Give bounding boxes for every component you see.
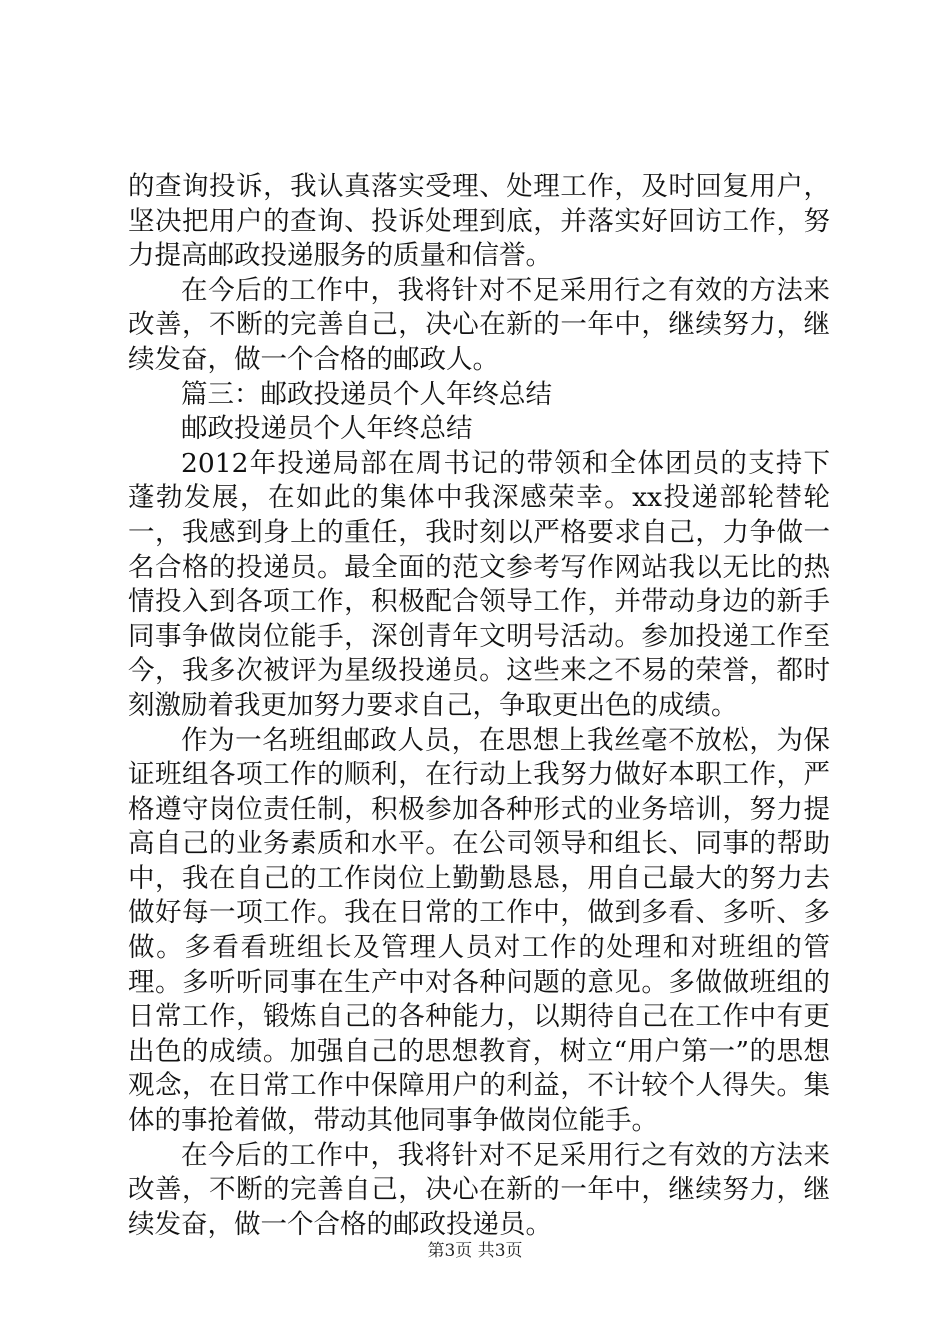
page-number-footer: 第3页 共3页: [427, 1241, 523, 1261]
paragraph-7: 在今后的工作中，我将针对不足采用行之有效的方法来改善，不断的完善自己，决心在新的一年中，继续努力，继续发奋，做一个合格的邮政投递员。: [128, 1139, 830, 1240]
paragraph-6: 作为一名班组邮政人员，在思想上我丝毫不放松，为保证班组各项工作的顺利，在行动上我努力做好本职工作，严格遵守岗位责任制，积极参加各种形式的业务培训，努力提高自己的业务素质和水平。在公司领导和组长、同事的帮助中，我在自己的工作岗位上勤勤恳恳，用自己最大的努力去做好每一项工作。我在日常的工作中，做到多看、多听、多做。多看看班组长及管理人员对工作的处理和对班组的管理。多听听同事在生产中对各种问题的意见。多做做班组的日常工作，锻炼自己的各种能力，以期待自己在工作中有更出色的成绩。加强自己的思想教育，树立“用户第一”的思想观念，在日常工作中保障用户的利益，不计较个人得失。集体的事抢着做，带动其他同事争做岗位能手。: [128, 724, 830, 1137]
paragraph-1: 的查询投诉，我认真落实受理、处理工作，及时回复用户，坚决把用户的查询、投诉处理到底，并落实好回访工作，努力提高邮政投递服务的质量和信誉。: [128, 171, 830, 272]
section-heading: 篇三：邮政投递员个人年终总结: [181, 378, 552, 410]
paragraph-2: 在今后的工作中，我将针对不足采用行之有效的方法来改善，不断的完善自己，决心在新的一年中，继续努力，继续发奋，做一个合格的邮政人。: [128, 274, 830, 375]
section-title: 邮政投递员个人年终总结: [181, 413, 473, 445]
paragraph-5: 2012年投递局部在周书记的带领和全体团员的支持下蓬勃发展，在如此的集体中我深感荣幸。xx投递部轮替轮一，我感到身上的重任，我时刻以严格要求自己，力争做一名合格的投递员。最全面的范文参考写作网站我以无比的热情投入到各项工作，积极配合领导工作，并带动身边的新手同事争做岗位能手，深创青年文明号活动。参加投递工作至今，我多次被评为星级投递员。这些来之不易的荣誉，都时刻激励着我更加努力要求自己，争取更出色的成绩。: [128, 447, 830, 721]
document-body: [128, 170, 830, 1242]
